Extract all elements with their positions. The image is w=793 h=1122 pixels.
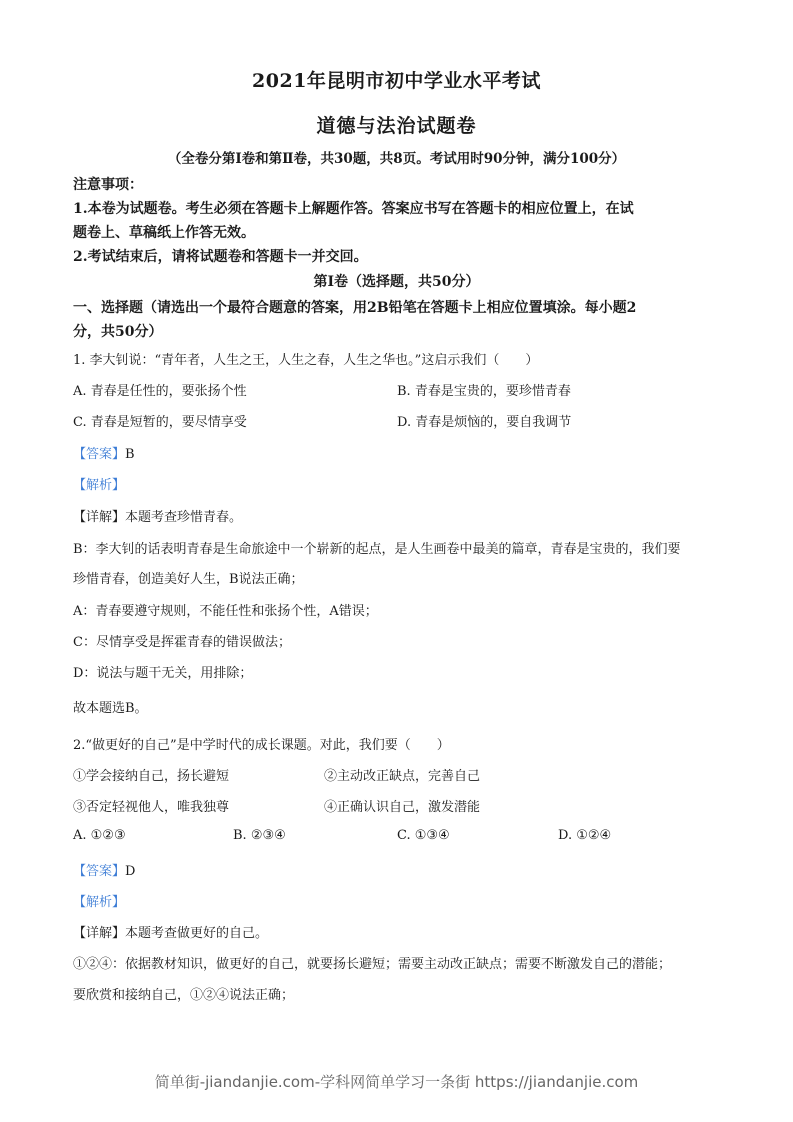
q1-option-b: B. 青春是宝贵的，要珍惜青春 bbox=[397, 384, 571, 399]
q1-analysis-tag: 【解析】 bbox=[73, 478, 126, 493]
q1-explanation-b-line-2: 珍惜青春，创造美好人生，B说法正确； bbox=[73, 572, 304, 587]
q1-answer-row bbox=[73, 443, 135, 462]
part-title-line-2: 分，共50分） bbox=[73, 324, 163, 340]
q2-explanation-line-2: 要欣赏和接纳自己，①②④说法正确； bbox=[73, 988, 295, 1003]
q1-explanation-c: C：尽情享受是挥霍青春的错误做法； bbox=[73, 635, 291, 650]
q1-option-c: C. 青春是短暂的，要尽情享受 bbox=[73, 415, 247, 430]
q2-detail: 【详解】本题考查做更好的自己。 bbox=[73, 926, 269, 941]
q2-answer-tag: 【答案】 bbox=[73, 864, 126, 879]
q2-stem: 2.“做更好的自己”是中学时代的成长课题。对此，我们要（ ） bbox=[73, 738, 450, 753]
notice-item-2: 2.考试结束后，请将试题卷和答题卡一并交回。 bbox=[73, 249, 368, 265]
q2-item-3: ③否定轻视他人，唯我独尊 bbox=[73, 800, 230, 815]
q2-option-b: B. ②③④ bbox=[233, 828, 286, 843]
part-title-line-1: 一、选择题（请选出一个最符合题意的答案，用2B铅笔在答题卡上相应位置填涂。每小题2 bbox=[73, 300, 637, 316]
q1-conclusion: 故本题选B。 bbox=[73, 701, 148, 716]
q2-explanation-line-1: ①②④：依据教材知识，做更好的自己，就要扬长避短；需要主动改正缺点；需要不断激发自己的潜能； bbox=[73, 957, 672, 972]
q2-option-c: C. ①③④ bbox=[397, 828, 450, 843]
q2-item-2: ②主动改正缺点，完善自己 bbox=[324, 769, 481, 784]
q2-item-4: ④正确认识自己，激发潜能 bbox=[324, 800, 481, 815]
q1-explanation-b-line-1: B：李大钊的话表明青春是生命旅途中一个崭新的起点，是人生画卷中最美的篇章，青春是宝贵的，我们要 bbox=[73, 542, 681, 557]
q2-analysis-tag: 【解析】 bbox=[73, 895, 126, 910]
q2-item-1: ①学会接纳自己，扬长避短 bbox=[73, 769, 230, 784]
footer-watermark: 简单街-jiandanjie.com-学科网简单学习一条街 https://jiandanjie.com bbox=[154, 1073, 639, 1091]
q1-stem: 1. 李大钊说：“青年者，人生之王，人生之春，人生之华也。”这启示我们（ ） bbox=[73, 353, 539, 368]
q1-option-d: D. 青春是烦恼的，要自我调节 bbox=[397, 415, 572, 430]
q1-option-a: A. 青春是任性的，要张扬个性 bbox=[73, 384, 247, 399]
q1-answer-value: B bbox=[125, 447, 135, 462]
q1-explanation-a: A：青春要遵守规则，不能任性和张扬个性，A错误； bbox=[73, 604, 378, 619]
q2-option-d: D. ①②④ bbox=[558, 828, 612, 843]
q2-answer-row bbox=[73, 860, 135, 879]
q1-explanation-d: D：说法与题干无关，用排除； bbox=[73, 666, 253, 681]
exam-subtitle: （全卷分第Ⅰ卷和第Ⅱ卷，共30题，共8页。考试用时90分钟，满分100分） bbox=[167, 151, 626, 167]
q1-detail: 【详解】本题考查珍惜青春。 bbox=[73, 510, 243, 525]
q2-answer-value: D bbox=[125, 864, 136, 879]
q2-option-a: A. ①②③ bbox=[73, 828, 126, 843]
q1-answer-tag: 【答案】 bbox=[73, 447, 126, 462]
subject-title: 道德与法治试题卷 bbox=[316, 115, 477, 137]
exam-title: 2021年昆明市初中学业水平考试 bbox=[252, 70, 541, 92]
notice-item-1-line-1: 1.本卷为试题卷。考生必须在答题卡上解题作答。答案应书写在答题卡的相应位置上，在试 bbox=[73, 201, 634, 217]
notice-heading: 注意事项： bbox=[73, 177, 143, 193]
volume-title: 第Ⅰ卷（选择题，共50分） bbox=[313, 274, 480, 290]
notice-item-1-line-2: 题卷上、草稿纸上作答无效。 bbox=[73, 225, 255, 241]
